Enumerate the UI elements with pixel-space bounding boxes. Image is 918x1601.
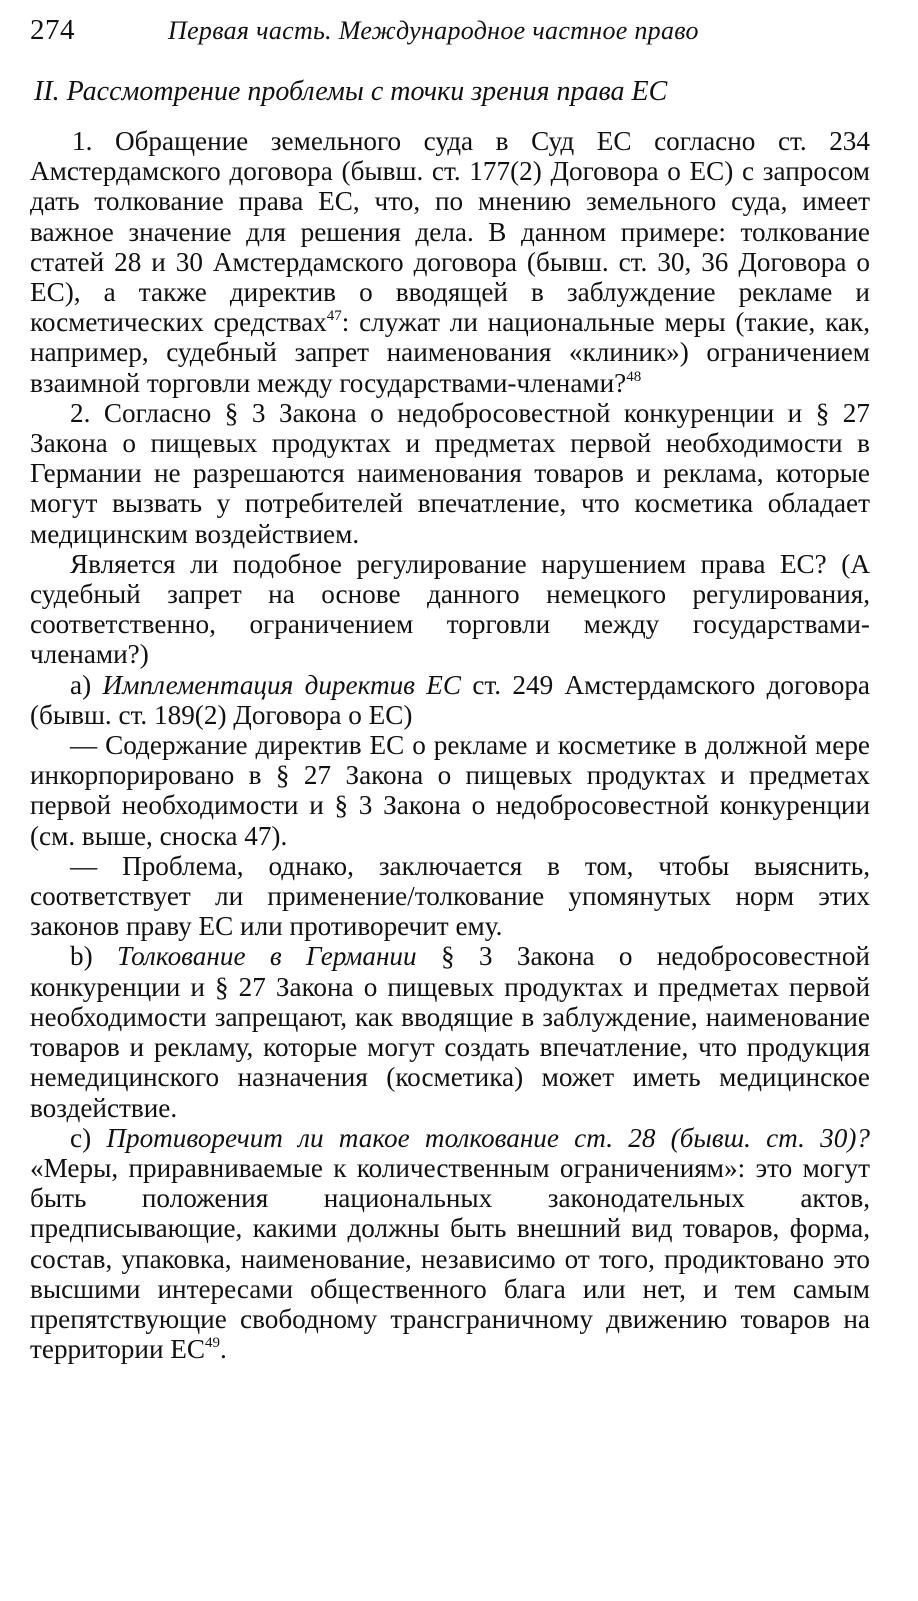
footnote-ref-47[interactable]: 47 [326,308,342,325]
item-label-b: b) [70,941,117,972]
paragraph-dash-2: — Проблема, однако, заключается в том, чтобы выяснить, соответствует ли применение/толкование упомянутых норм этих законов праву ЕС или противоречит ему. [30,850,870,942]
page-number: 274 [30,14,75,46]
footnote-ref-49[interactable]: 49 [205,1335,221,1352]
paragraph-b [30,941,870,1122]
paragraph-1 [30,126,870,398]
item-text-c: «Меры, приравниваемые к количественным ограничениям»: это могут быть положения национальных законодательных актов, предписывающие, какими должны быть внешний вид товаров, форма, состав, упаковка, наименование, независимо от того, продиктовано это высшими интересами общественного блага или нет, и тем самым препятствующие свободному трансграничному движению товаров на территории ЕС [30,1152,870,1365]
item-label-a: a) [70,669,103,700]
section-title: II. Рассмотрение проблемы с точки зрения права ЕС [34,76,668,107]
item-heading-a: Имплементация директив ЕС [102,669,462,700]
paragraph-3: Является ли подобное регулирование нарушением права ЕС? (А судебный запрет на основе данного немецкого регулирования, соответственно, ограничением торговли между государствами-членами?) [30,548,870,670]
paragraph-c [30,1123,870,1365]
item-heading-c: Противоречит ли такое толкование ст. 28 (бывш. ст. 30)? [106,1122,870,1153]
item-heading-b: Толкование в Германии [117,941,417,972]
item-label-c: c) [70,1122,107,1153]
book-page [30,14,870,1364]
paragraph-2: 2. Согласно § 3 Закона о недобросовестной конкуренции и § 27 Закона о пищевых продуктах и предметах первой необходимости в Германии не разрешаются наименования товаров и реклама, которые могут вызвать у потребителей впечатление, что косметика обладает медицинским воздействием. [30,397,870,549]
paragraph-a [30,670,870,730]
item-end-c: . [220,1334,227,1365]
paragraph-1-text-a: 1. Обращение земельного суда в Суд ЕС согласно ст. 234 Амстердамского договора (бывш. ст. 177(2) Договора о ЕС) с запросом дать толкование права ЕС, что, по мнению земельного суда, имеет важное значение для решения дела. В данном примере: толкование статей 28 и 30 Амстердамского договора (бывш. ст. 30, 36 Договора о ЕС), а также директив о вводящей в заблуждение рекламе и косметических средствах [30,126,870,338]
running-title: Первая часть. Международное частное право [168,16,699,45]
item-text-a: ст. 249 Амстердамского договора (бывш. ст. 189(2) Договора о ЕС) [30,669,870,730]
footnote-ref-48[interactable]: 48 [626,368,642,385]
paragraph-dash-1: — Содержание директив ЕС о рекламе и косметике в должной мере инкорпорировано в § 27 Закона о пищевых продуктах и предметах первой необходимости и § 3 Закона о недобросовестной конкуренции (см. выше, сноска 47). [30,730,870,851]
item-text-b: § 3 Закона о недобросовестной конкуренции и § 27 Закона о пищевых продуктах и предметах первой необходимости запрещают, как вводящие в заблуждение, наименование товаров и рекламу, которые могут создать впечатление, что продукция немедицинского назначения (косметика) может иметь медицинское воздействие. [30,941,870,1123]
running-head [30,14,870,54]
body-text [30,126,870,1364]
paragraph-1-text-b: : служат ли национальные меры (такие, как, например, судебный запрет наименования «клиник») ограничением взаимной торговли между государствами-членами? [30,307,870,398]
